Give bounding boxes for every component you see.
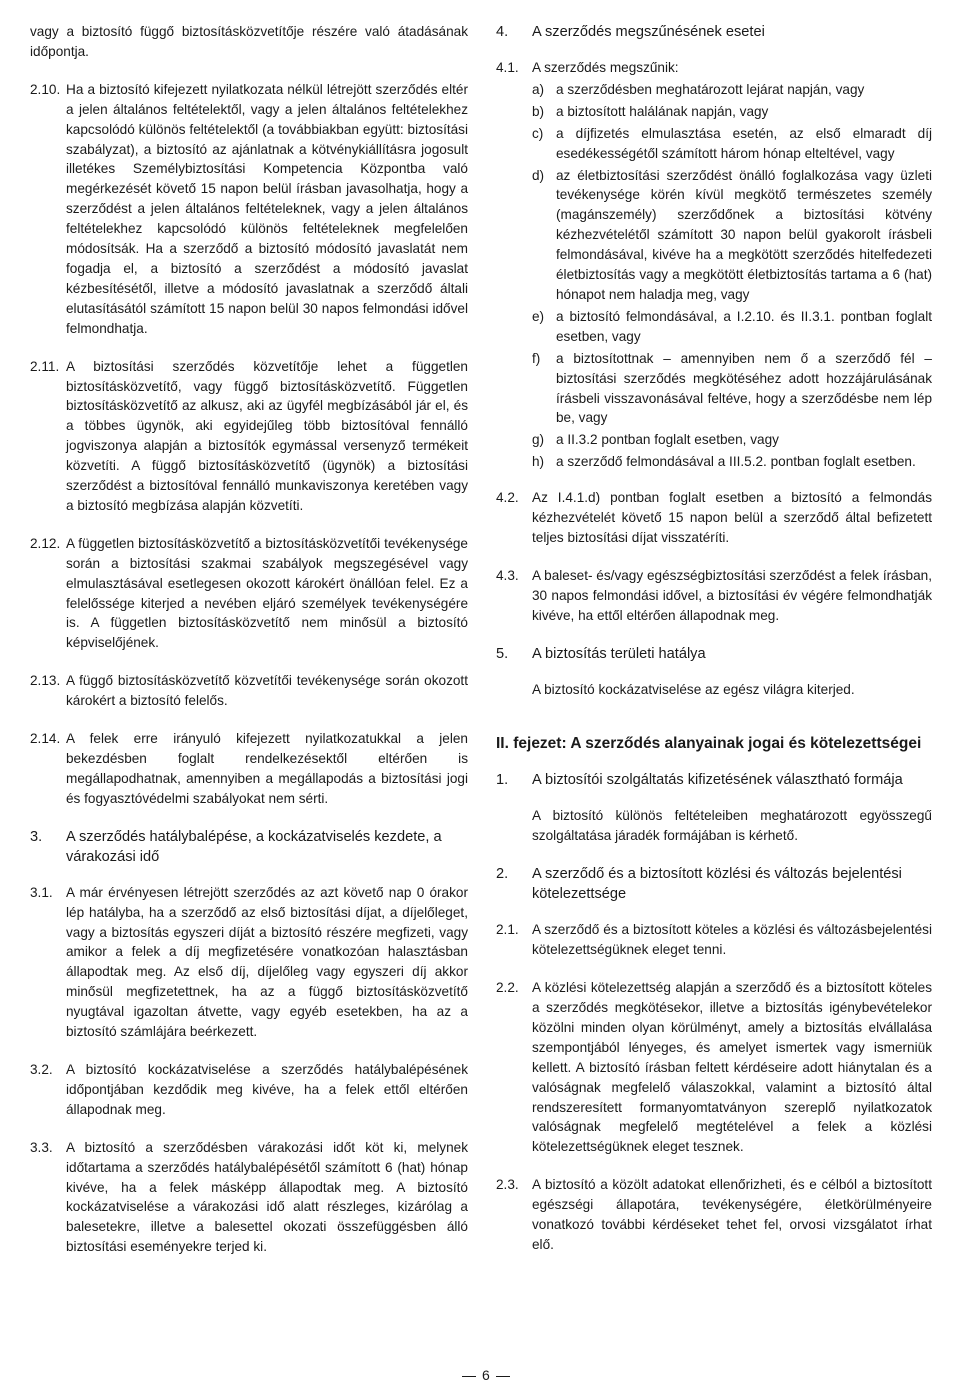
list-item (532, 166, 932, 305)
section-number: 3.1. (30, 884, 53, 900)
section-4-2 (496, 488, 932, 548)
section-number: 4.2. (496, 490, 519, 506)
section-2-3 (496, 1175, 932, 1255)
section-4-3 (496, 566, 932, 626)
section-text: Az I.4.1.d) pontban foglalt esetben a biztosító a felmondás kézhezvételét követő 15 napon belül a szerződő által befizetett teljes biztosítási díjat visszatéríti. (532, 490, 932, 545)
section-text: A biztosító kockázatviselése a szerződés hatálybalépésének időpontjában kezdődik meg kivéve, ha a felek ettől eltérően állapodnak meg. (66, 1061, 468, 1117)
heading-number: 2. (496, 866, 509, 883)
section-number: 2.14. (30, 731, 61, 747)
list-letter: e) (532, 308, 545, 324)
section-2-13 (30, 671, 468, 711)
list-text: a biztosítottnak – amennyiben nem ő a szerződő fél – biztosítási szerződés megkötéséhez adott hozzájárulásának írásbeli visszavonásával feltéve, hogy a szerződésbe nem lép be, vagy (556, 350, 932, 426)
list-text: a II.3.2 pontban foglalt esetben, vagy (556, 432, 779, 448)
section-text: A szerződés megszűnik: (532, 60, 679, 75)
heading-text: A szerződés hatálybalépése, a kockázatviselés kezdete, a várakozási idő (66, 828, 442, 865)
heading-5 (496, 644, 932, 664)
section-number: 2.2. (496, 980, 519, 996)
section-number: 3.3. (30, 1139, 53, 1155)
section-number: 2.11. (30, 358, 60, 374)
right-column (496, 22, 932, 1273)
heading-text: A biztosítói szolgáltatás kifizetésének választható formája (532, 772, 903, 789)
section-2-1 (496, 920, 932, 960)
heading-text: A szerződő és a biztosított közlési és változás bejelentési kötelezettsége (532, 866, 902, 903)
section-number: 2.13. (30, 673, 61, 689)
list-letter: c) (532, 125, 544, 141)
list-item (532, 124, 932, 164)
dash-left (462, 1376, 476, 1377)
intro-paragraph: vagy a biztosító függő biztosításközvetítője részére való átadásának időpontja. (30, 24, 468, 59)
section-number: 2.3. (496, 1177, 519, 1193)
heading-number: 5. (496, 645, 509, 662)
section-number: 4.1. (496, 60, 519, 75)
heading-number: 1. (496, 772, 509, 789)
list-text: az életbiztosítási szerződést önálló foglalkozása vagy üzleti tevékenysége körén kívül megkötő természetes személy (magánszemély) szerződőnek a biztosítási kötvény kézhezvételétől számított 30 napon belül gyakorolt írásbeli felmondásával, kivéve ha a megkötött szerződés hitelfedezeti életbiztosítás vagy a megkötött életbiztosítás tartama a 6 (hat) hónapot nem haladja meg, vagy (556, 167, 932, 302)
section-text: A felek erre irányuló kifejezett nyilatkozatukkal a jelen bekezdésben foglalt rendelkezésektől eltérően is megállapodhatnak, amennyiben a megállapodás a biztosítási jogi és fogyasztóvédelmi szabályokat nem sérti. (66, 731, 468, 806)
heading-2 (496, 864, 932, 904)
list-text: a szerződő felmondásával a III.5.2. pontban foglalt esetben. (556, 454, 916, 470)
section-text: A baleset- és/vagy egészségbiztosítási szerződést a felek írásban, 30 napos felmondási idővel, a biztosítási év végére felmondhatják kivéve, ha ettől eltérően állapodnak meg. (532, 567, 932, 623)
section-text: Ha a biztosító kifejezett nyilatkozata nélkül létrejött szerződés eltér a jelen általános feltételektől, vagy a jelen általános feltételekhez kapcsolódó különös feltételektől (a továbbiakban együtt: biztosítási szabályzat), a biztosító az ajánlatnak a kötvénykiállításra jogosult illetékes Személybiztosítási Kompetencia Központba való megérkezését követő 15 napon belül írásban javasolhatja, hogy a szerződést a jelen általános feltételeknek, vagy a jelen általános feltételekhez kapcsolódó különös feltételeknek megfelelően módosítsák. Ha a szerződő a biztosító módosító javaslatát nem fogadja el, a biztosító a szerződést a módosító javaslat kézbesítésétől, illetve a módosító javaslatnak a szerződő általi elutasításától számított 15 napon belül 30 napos felmondási idővel felmondhatja. (66, 81, 468, 336)
heading-1 (496, 770, 932, 790)
section-1-text: A biztosító különös feltételeiben meghatározott egyösszegű szolgáltatása járadék formájában is kérhető. (532, 808, 932, 844)
page-number-text: 6 (482, 1367, 490, 1383)
section-2-10 (30, 80, 468, 339)
heading-4 (496, 22, 932, 42)
list-text: a szerződésben meghatározott lejárat napján, vagy (556, 81, 865, 97)
chapter-title: II. fejezet: A szerződés alanyainak jogai és kötelezettségei (496, 735, 922, 753)
section-2-2 (496, 978, 932, 1157)
section-text: A biztosító a közölt adatokat ellenőrizheti, és e célból a biztosított egészségi állapotára, tevékenységére, életkörülményeire vonatkozó további kérdéseket tehet fel, orvosi vizsgálatot írhat elő. (532, 1177, 932, 1252)
heading-text: A biztosítás területi hatálya (532, 645, 706, 662)
section-number: 2.10. (30, 81, 61, 97)
section-text: A biztosító a szerződésben várakozási időt köt ki, melynek időtartama a szerződés hatálybalépésétől számított 6 (hat) hónap kivéve, ha a felek másképp állapodtak meg. A biztosító kockázatviselése a várakozási idő alatt részleges, kizárólag a balesetekre, illetve a balesettel okozati összefüggésben álló biztosítási eseményekre terjed ki. (66, 1139, 468, 1255)
list-letter: b) (532, 103, 545, 119)
section-number: 2.1. (496, 922, 519, 938)
list-item (532, 80, 932, 100)
list-item (532, 307, 932, 347)
section-3-3 (30, 1138, 468, 1257)
list-letter: a) (532, 81, 545, 97)
list-item (532, 102, 932, 122)
termination-list (532, 80, 932, 472)
section-2-11 (30, 357, 468, 516)
page-number (462, 1367, 510, 1383)
section-text: A biztosítási szerződés közvetítője lehet a független biztosításközvetítő, vagy függő biztosításközvetítő. Független biztosításközvetítő az alkusz, aki az ügyfél megbízásából jár el, és a többes ügynök, aki egyidejűleg több biztosítóval fennálló jogviszonya alapján a biztosítók egymással versenyző termékeit közvetíti. A függő biztosításközvetítő (ügynök) a biztosítási szerződést a biztosítóval fennálló munkaviszonya keretében vagy a biztosító megbízása alapján közvetíti. (66, 358, 468, 513)
section-2-12 (30, 534, 468, 653)
section-2-14 (30, 729, 468, 809)
list-letter: d) (532, 167, 545, 183)
section-number: 3.2. (30, 1061, 53, 1077)
section-text: A szerződő és a biztosított köteles a közlési és változásbejelentési kötelezettségüknek eleget tenni. (532, 922, 932, 958)
section-number: 2.12. (30, 535, 61, 551)
list-item (532, 349, 932, 429)
heading-text: A szerződés megszűnésének esetei (532, 24, 765, 40)
list-text: a díjfizetés elmulasztása esetén, az első elmaradt díj esedékességétől számított három hónap elteltével, vagy (556, 125, 932, 161)
dash-right (496, 1376, 510, 1377)
section-5-text: A biztosító kockázatviselése az egész világra kiterjed. (532, 681, 855, 697)
section-4-1 (496, 58, 932, 78)
list-text: a biztosító felmondásával, a I.2.10. és II.3.1. pontban foglalt esetben, vagy (556, 308, 932, 344)
list-item (532, 452, 932, 472)
heading-3 (30, 827, 468, 867)
section-number: 4.3. (496, 567, 519, 583)
list-letter: f) (532, 350, 541, 366)
list-item (532, 430, 932, 450)
section-text: A függő biztosításközvetítő közvetítői tevékenysége során okozott károkért a biztosító felelős. (66, 673, 468, 709)
list-letter: g) (532, 432, 545, 448)
section-3-1 (30, 883, 468, 1042)
heading-number: 3. (30, 828, 43, 845)
list-text: a biztosított halálának napján, vagy (556, 103, 769, 119)
section-3-2 (30, 1060, 468, 1120)
left-column (30, 22, 468, 1275)
section-text: A közlési kötelezettség alapján a szerződő és a biztosított köteles a szerződés megkötésekor, illetve a biztosítás igénybevételekor közölni minden olyan körülményt, amely a biztosítás elvállalása szempontjából lényeges, és amelyet ismertek vagy ismerniük kellett. A biztosító írásban feltett kérdéseire adott hiánytalan és a valóságnak megfelelő válaszokkal, valamint a biztosító által rendszeresített formanyomtatványon szereplő nyilatkozatok valóságnak megfelelő megtételével a felek a közlési kötelezettségüknek eleget tesznek. (532, 980, 932, 1155)
section-text: A független biztosításközvetítő a biztosításközvetítői tevékenysége során a biztosítási szakmai szabályok megszegésével vagy elmulasztásával esetlegesen okozott károkért önállóan felel. Ez a felelőssége kiterjed a nevében eljáró személyek tevékenységére is. A független biztosításközvetítő nem minősül a biztosító képviselőjének. (66, 535, 468, 651)
section-text: A már érvényesen létrejött szerződés az azt követő nap 0 órakor lép hatályba, ha a szerződő az első biztosítási díjat, a díjelőleget, vagy a biztosítás egyszeri díját a biztosító részére megfizeti, vagy amikor a felek a díj megfizetésére vonatkozóan halasztásban állapodtak meg. Az első díj, díjelőleg vagy egyszeri díj akkor minősül megfizetettnek, ha az a függő biztosításközvetítő nyugtával igazoltan átvette, vagy egyéb esetekben, ha az a biztosító számlájára beérkezett. (66, 884, 468, 1040)
heading-number: 4. (496, 24, 509, 40)
list-letter: h) (532, 454, 545, 470)
